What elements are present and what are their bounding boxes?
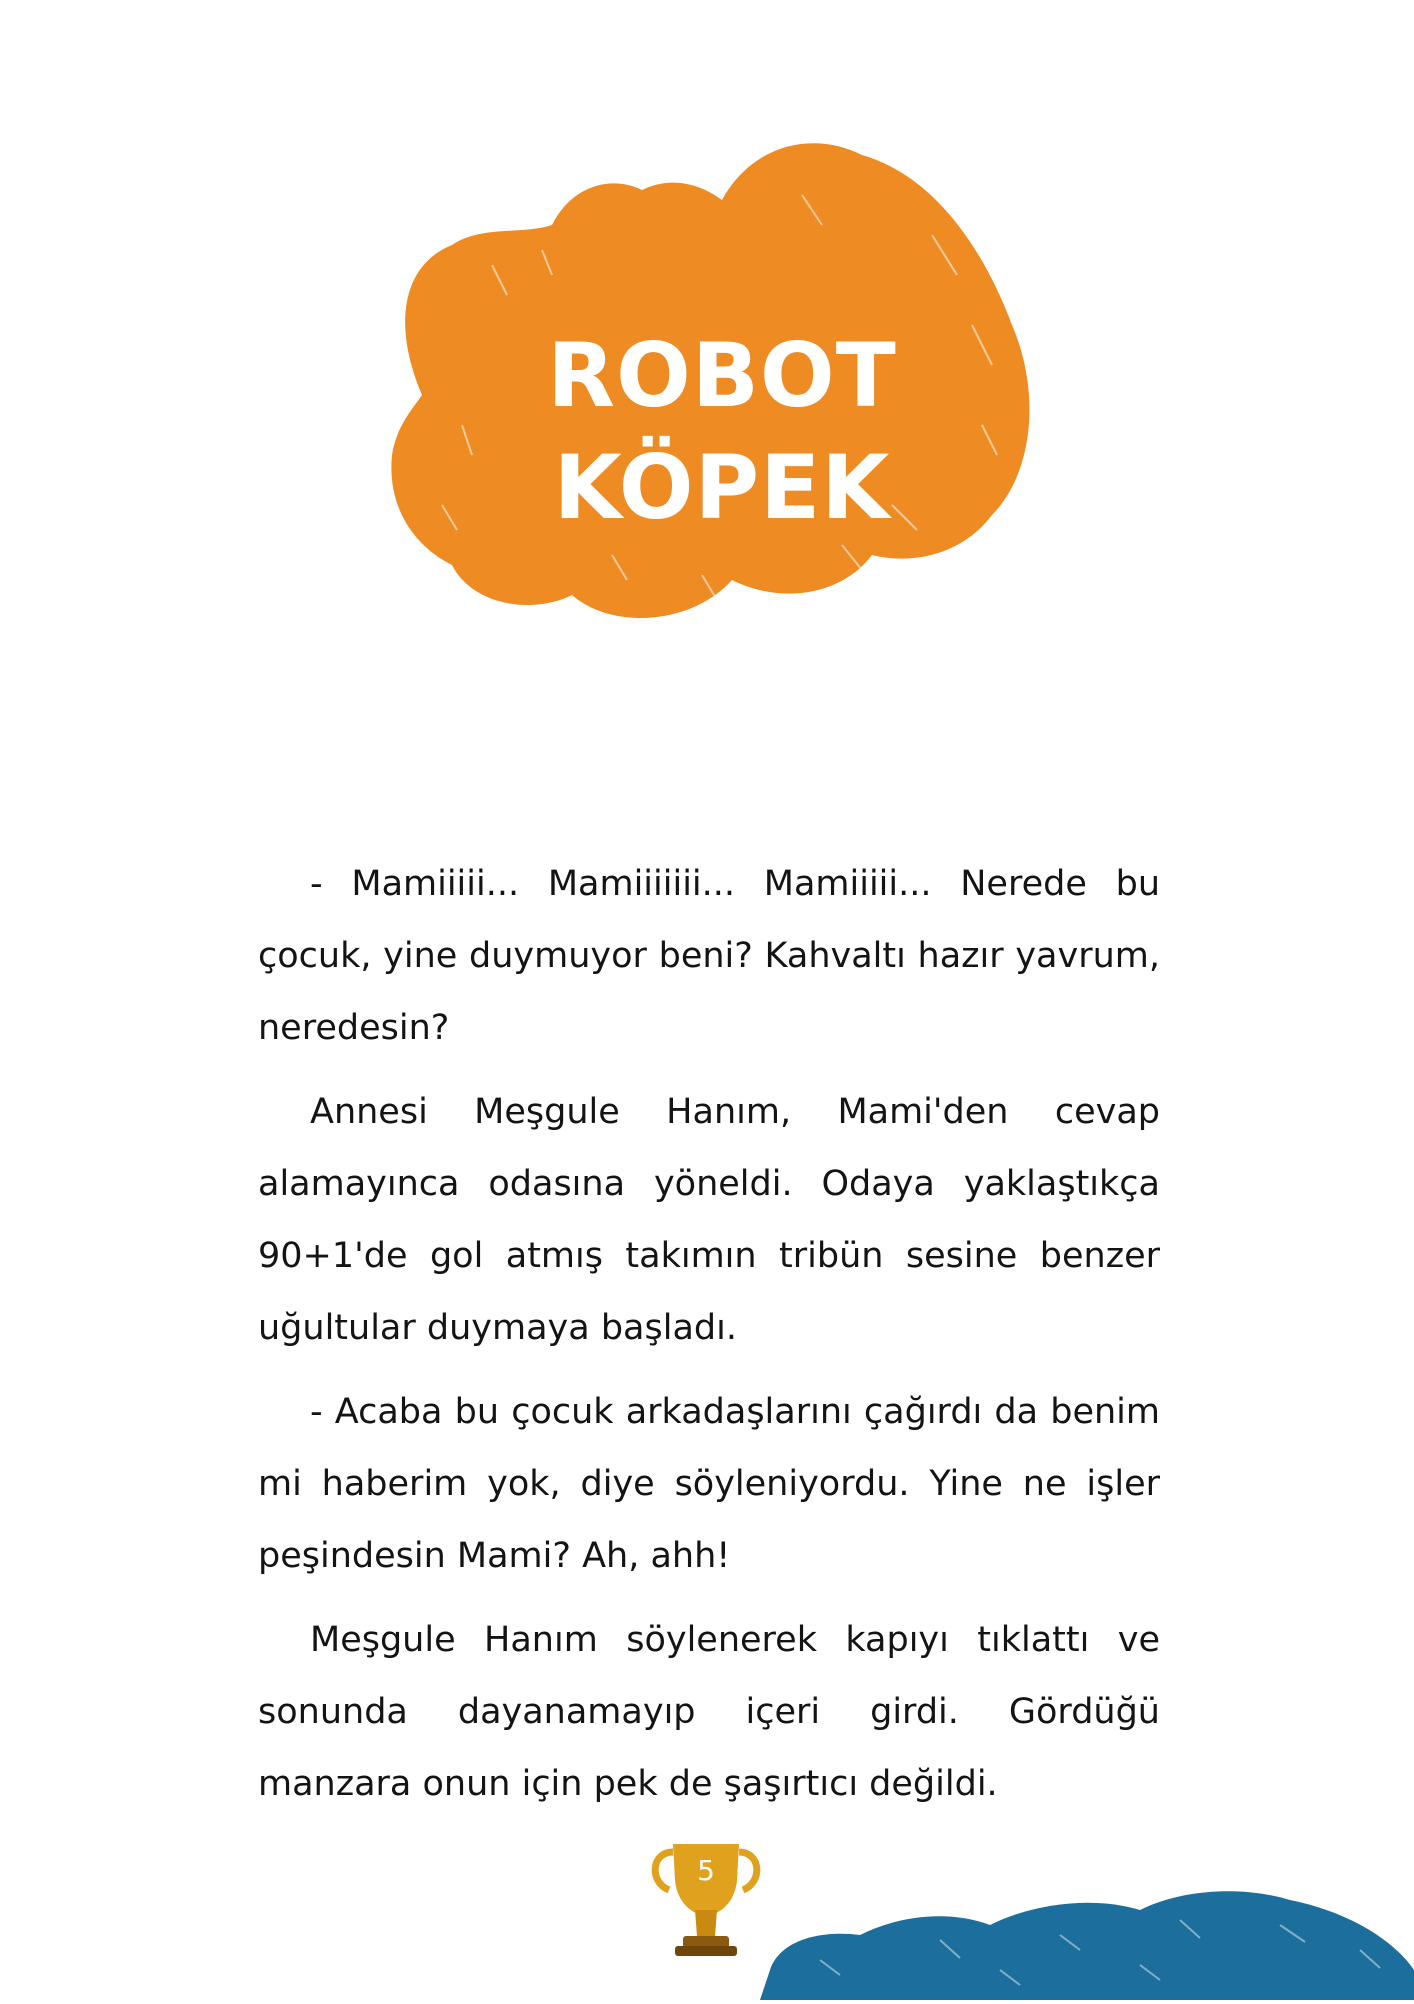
page-number-badge xyxy=(645,1840,767,1960)
corner-decoration xyxy=(760,1880,1414,2000)
paragraph-1: - Mamiiiii... Mamiiiiiii... Mamiiiii... Nerede bu çocuk, yine duymuyor beni? Kahvaltı hazır yavrum, neredesin? xyxy=(258,864,1160,1048)
page-number: 5 xyxy=(697,1854,715,1887)
blue-scribble-blob-icon xyxy=(760,1880,1414,2000)
story-text xyxy=(258,848,1160,1832)
chapter-title-line-1: ROBOT xyxy=(547,324,897,427)
paragraph-4: Meşgule Hanım söylenerek kapıyı tıklattı ve sonunda dayanamayıp içeri girdi. Gördüğü manzara onun için pek de şaşırtıcı değildi. xyxy=(258,1620,1160,1804)
paragraph-2: Annesi Meşgule Hanım, Mami'den cevap alamayınca odasına yöneldi. Odaya yaklaştıkça 90+1'de gol atmış takımın tribün sesine benzer uğultular duymaya başladı. xyxy=(258,1092,1160,1348)
chapter-title-line-2: KÖPEK xyxy=(553,436,891,539)
paragraph-3: - Acaba bu çocuk arkadaşlarını çağırdı da benim mi haberim yok, diye söyleniyordu. Yine ne işler peşindesin Mami? Ah, ahh! xyxy=(258,1392,1160,1576)
chapter-title-badge xyxy=(372,125,1072,645)
chapter-title xyxy=(372,320,1072,544)
